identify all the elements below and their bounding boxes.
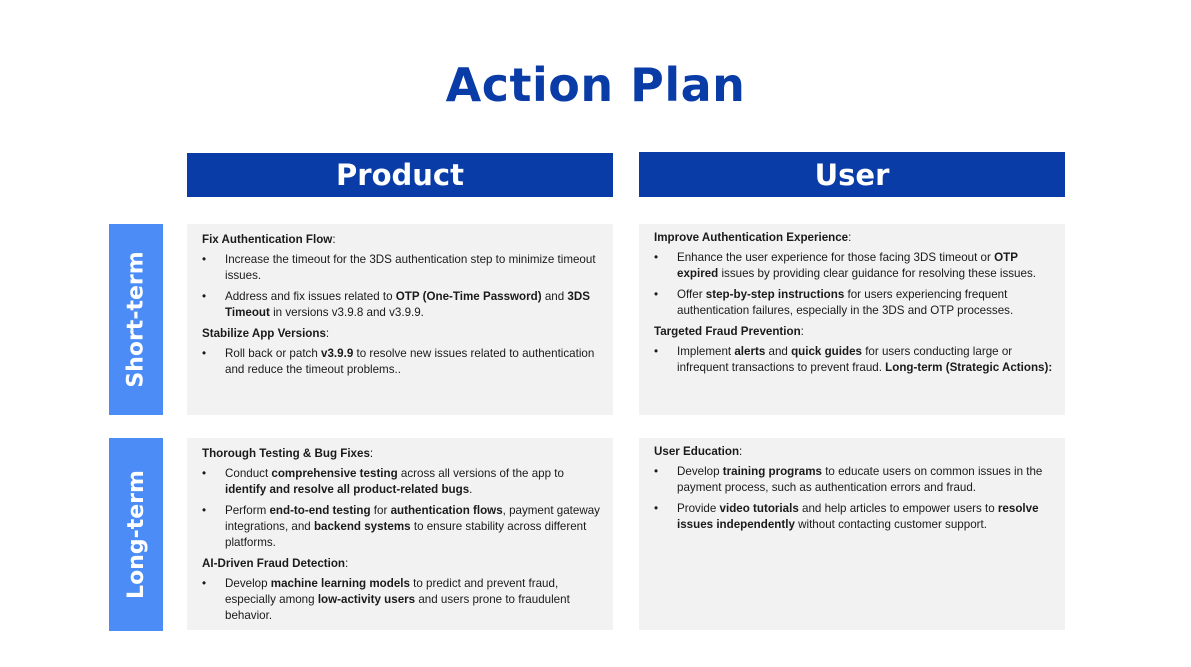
cell-short-term-user: [639, 224, 1065, 415]
cell-long-term-product: [187, 438, 613, 630]
section-heading: Targeted Fraud Prevention:: [654, 325, 804, 338]
list-item: • Offer step-by-step instructions for users experiencing frequent authentication failures, especially in the 3DS and OTP processes.: [654, 287, 1053, 319]
section-heading: Improve Authentication Experience:: [654, 231, 852, 244]
row-label-short-term: [109, 224, 163, 415]
bullet-list: [654, 250, 1053, 319]
cell-long-term-user: [639, 438, 1065, 630]
bullet-list: [654, 464, 1053, 533]
list-item: • Provide video tutorials and help articles to empower users to resolve issues independently without contacting customer support.: [654, 501, 1053, 533]
list-item: • Increase the timeout for the 3DS authentication step to minimize timeout issues.: [202, 252, 601, 284]
section-heading: Thorough Testing & Bug Fixes:: [202, 447, 374, 460]
row-label-long-term: [109, 438, 163, 631]
list-item: • Enhance the user experience for those facing 3DS timeout or OTP expired issues by providing clear guidance for resolving these issues.: [654, 250, 1053, 282]
section-heading: Stabilize App Versions:: [202, 327, 330, 340]
list-item: • Conduct comprehensive testing across all versions of the app to identify and resolve all product-related bugs.: [202, 466, 601, 498]
list-item: • Develop training programs to educate users on common issues in the payment process, such as authentication errors and fraud.: [654, 464, 1053, 496]
column-header-user: User: [639, 152, 1065, 197]
bullet-list: [202, 576, 601, 624]
list-item: • Develop machine learning models to predict and prevent fraud, especially among low-activity users and users prone to fraudulent behavior.: [202, 576, 601, 624]
section-heading: AI-Driven Fraud Detection:: [202, 557, 349, 570]
row-label-short-term-text: Short-term: [123, 251, 149, 388]
cell-short-term-product: [187, 224, 613, 415]
section-heading: Fix Authentication Flow:: [202, 233, 336, 246]
list-item: • Perform end-to-end testing for authentication flows, payment gateway integrations, and backend systems to ensure stability across different platforms.: [202, 503, 601, 551]
section-heading: User Education:: [654, 445, 743, 458]
list-item: • Address and fix issues related to OTP (One-Time Password) and 3DS Timeout in versions v3.9.8 and v3.9.9.: [202, 289, 601, 321]
bullet-list: [202, 346, 601, 378]
page-title: Action Plan: [445, 58, 746, 112]
list-item: • Implement alerts and quick guides for users conducting large or infrequent transactions to prevent fraud. Long-term (Strategic Actions):: [654, 344, 1053, 376]
bullet-list: [654, 344, 1053, 376]
bullet-list: [202, 252, 601, 321]
column-header-product: Product: [187, 153, 613, 197]
list-item: • Roll back or patch v3.9.9 to resolve new issues related to authentication and reduce the timeout problems..: [202, 346, 601, 378]
bullet-list: [202, 466, 601, 551]
row-label-long-term-text: Long-term: [123, 470, 149, 599]
